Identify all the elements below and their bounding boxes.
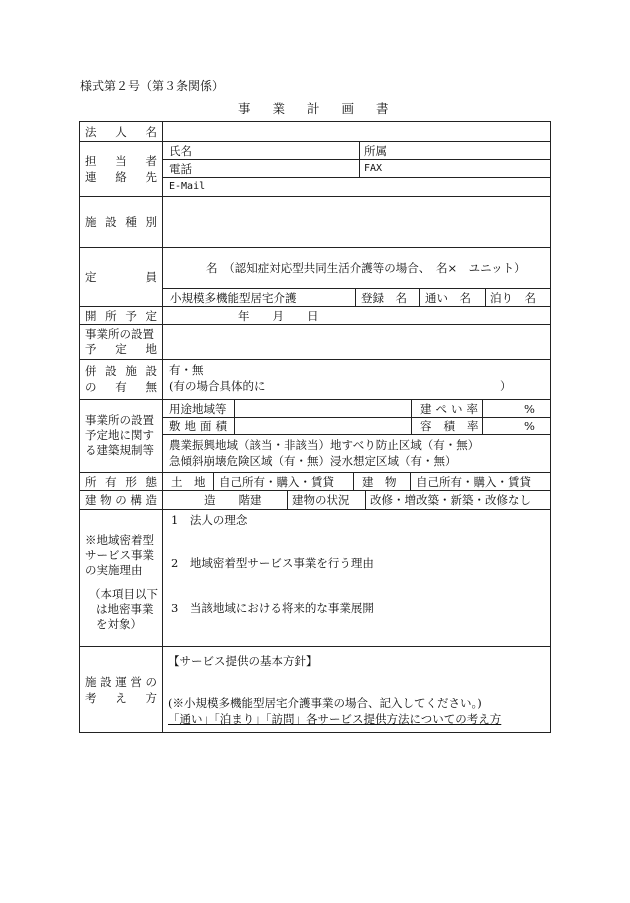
regulation-line-1: 農業振興地域（該当・非該当）地すべり防止区域（有・無） — [169, 438, 480, 452]
annex-label: 併 設 施 設 — [85, 364, 157, 378]
form-number: 様式第２号（第３条関係） — [80, 79, 225, 93]
small-multi-note: (※小規模多機能型居宅介護事業の場合、記入してください。) — [168, 696, 482, 710]
land-label: 土 地 — [171, 475, 206, 489]
building-status-options: 改修・増改築・新築・改修なし — [370, 493, 531, 507]
coverage-label: 建ぺい率 — [420, 402, 482, 416]
location-label: 事業所の設置 — [85, 327, 154, 341]
reason-item-1: 1 法人の理念 — [171, 513, 248, 527]
community-label-2: サービス事業 — [85, 548, 154, 562]
building-options: 自己所有・購入・賃貸 — [416, 475, 531, 489]
small-multi-label: 小規模多機能型居宅介護 — [170, 291, 297, 305]
stay-capacity: 泊り 名 — [490, 291, 536, 305]
affiliation-field-label: 所属 — [364, 144, 387, 158]
operation-label-2: 考 え 方 — [85, 691, 157, 705]
service-policy-heading: 【サービス提供の基本方針】 — [168, 654, 318, 668]
reason-item-2: 2 地域密着型サービス事業を行う理由 — [171, 556, 374, 570]
structure-label: 建 物 の 構 造 — [85, 493, 157, 507]
reason-item-3: 3 当該地域における将来的な事業展開 — [171, 601, 374, 615]
regulation-label-2: 予定地に関す — [85, 428, 154, 442]
community-note-2: は地密事業 — [96, 602, 154, 616]
contact-label-2: 連 絡 先 — [85, 170, 157, 184]
annex-yes-no: 有・無 — [169, 363, 204, 377]
corporation-label: 法 人 名 — [85, 125, 157, 139]
regulation-label: 事業所の設置 — [85, 413, 154, 427]
community-label-3: の実施理由 — [85, 563, 143, 577]
day-capacity: 通い 名 — [425, 291, 471, 305]
service-approach-heading: 「通い」「泊まり」「訪問」各サービス提供方法についての考え方 — [168, 712, 502, 726]
community-note-3: を対象） — [96, 617, 142, 631]
opening-date: 年 月 日 — [238, 309, 319, 323]
coverage-unit: % — [524, 402, 535, 416]
registered-capacity: 登録 名 — [361, 291, 407, 305]
site-area-label: 敷地面積 — [169, 419, 231, 433]
far-label: 容積率 — [420, 419, 491, 433]
plan-form-table — [79, 121, 551, 733]
land-options: 自己所有・購入・賃貸 — [219, 475, 334, 489]
operation-label: 施 設 運 営 の — [85, 675, 157, 689]
fax-field-label: FAX — [364, 163, 383, 174]
location-label-2: 予 定 地 — [85, 342, 157, 356]
regulation-label-3: る建築規制等 — [85, 443, 154, 457]
building-status-label: 建物の状況 — [292, 493, 350, 507]
facility-type-label: 施 設 種 別 — [85, 215, 157, 229]
group-home-capacity: 名 （認知症対応型共同生活介護等の場合、 名× ユニット） — [206, 261, 526, 275]
community-label: ※地域密着型 — [85, 533, 154, 547]
phone-field-label: 電話 — [169, 162, 192, 176]
annex-detail-close: ） — [500, 379, 512, 393]
document-title: 事業計画書 — [238, 101, 411, 116]
building-label: 建 物 — [362, 475, 397, 489]
zoning-label: 用途地域等 — [169, 402, 227, 416]
far-unit: % — [524, 419, 535, 433]
email-field-label: E-Mail — [169, 181, 206, 192]
structure-floors: 造 階建 — [204, 493, 262, 507]
contact-label: 担 当 者 — [85, 154, 157, 168]
annex-detail-open: (有の場合具体的に — [169, 379, 266, 393]
name-field-label: 氏名 — [169, 144, 192, 158]
ownership-label: 所 有 形 態 — [85, 475, 157, 489]
annex-label-2: の 有 無 — [85, 380, 157, 394]
regulation-line-2: 急傾斜崩壊危険区域（有・無）浸水想定区域（有・無） — [169, 454, 457, 468]
community-note: （本項目以下 — [89, 587, 158, 601]
capacity-label: 定 員 — [85, 270, 157, 284]
opening-label: 開 所 予 定 — [85, 309, 157, 323]
